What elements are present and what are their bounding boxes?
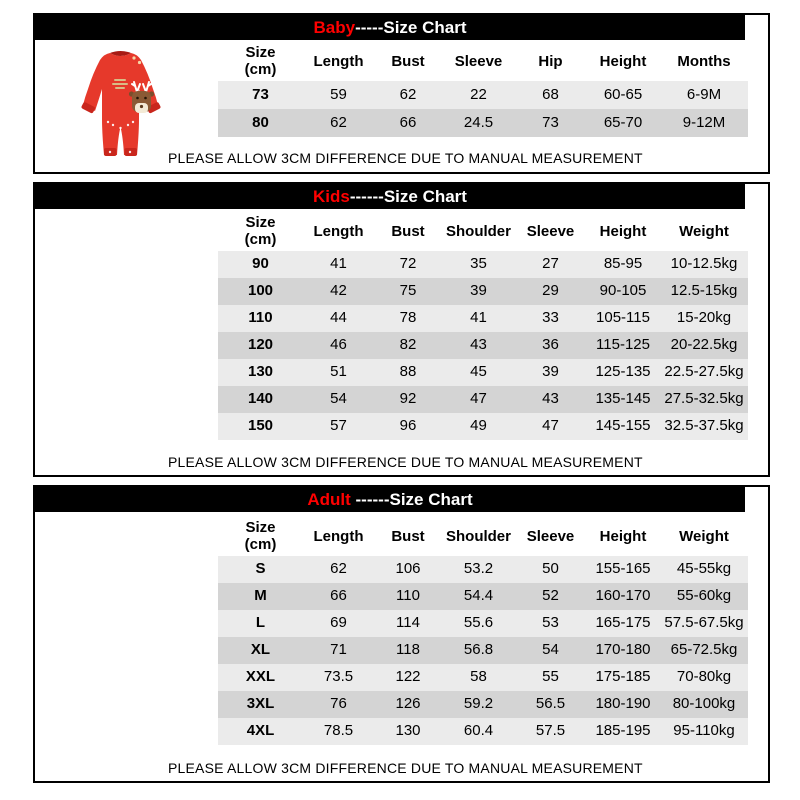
size-value: 27 [542, 255, 559, 273]
baby-section-title-bar [35, 15, 745, 40]
size-value: 170-180 [595, 641, 651, 659]
column-header: Weight [679, 527, 729, 545]
size-value: 20-22.5kg [670, 336, 738, 354]
size-value: 43 [542, 390, 559, 408]
size-label: M [254, 587, 267, 605]
size-value: 175-185 [595, 668, 651, 686]
size-value: 55 [542, 668, 559, 686]
size-value: 47 [470, 390, 487, 408]
size-value: 71 [330, 641, 347, 659]
size-value: 55.6 [463, 614, 494, 632]
size-row-S [218, 556, 748, 583]
size-value: 45 [470, 363, 487, 381]
size-value: 57 [330, 417, 347, 435]
column-header: Size (cm) [244, 214, 277, 248]
size-row-120 [218, 332, 748, 359]
baby-size-chart-section [33, 13, 770, 174]
size-value: 185-195 [595, 722, 651, 740]
size-label: 4XL [246, 722, 275, 740]
size-value: 42 [330, 282, 347, 300]
size-row-140 [218, 386, 748, 413]
size-value: 62 [330, 560, 347, 578]
size-value: 75 [399, 282, 417, 300]
size-row-XXL [218, 664, 748, 691]
column-header: Shoulder [445, 527, 511, 545]
size-row-100 [218, 278, 748, 305]
size-value: 118 [396, 641, 420, 659]
baby-title-text: -----Size Chart [355, 17, 467, 37]
size-value: 72 [399, 255, 417, 273]
column-header: Weight [679, 222, 729, 240]
size-row-73 [218, 81, 748, 109]
size-value: 50 [542, 560, 559, 578]
size-value: 160-170 [595, 587, 651, 605]
size-value: 73.5 [323, 668, 354, 686]
size-value: 105-115 [596, 309, 650, 327]
size-value: 76 [330, 695, 347, 713]
column-header: Length [313, 222, 364, 240]
kids-size-table [218, 213, 748, 440]
size-value: 45-55kg [676, 560, 732, 578]
size-label: 140 [247, 390, 274, 408]
column-header: Size (cm) [244, 519, 277, 553]
size-value: 180-190 [595, 695, 651, 713]
size-value: 12.5-15kg [670, 282, 738, 300]
size-value: 82 [399, 336, 417, 354]
size-value: 57.5-67.5kg [664, 614, 744, 632]
size-row-150 [218, 413, 748, 440]
kids-section-title-bar [35, 184, 745, 209]
size-value: 39 [542, 363, 559, 381]
size-value: 106 [395, 560, 421, 578]
column-header: Hip [538, 52, 563, 70]
size-value: 70-80kg [676, 668, 732, 686]
size-value: 62 [330, 113, 347, 131]
size-value: 96 [399, 417, 417, 435]
header-row [218, 213, 748, 251]
size-value: 69 [330, 614, 347, 632]
baby-romper-image [73, 45, 169, 167]
size-label: XXL [245, 668, 276, 686]
size-value: 65-70 [603, 113, 643, 131]
column-header: Sleeve [454, 52, 503, 70]
size-label: 80 [252, 113, 269, 131]
size-value: 54 [542, 641, 559, 659]
column-header: Height [599, 527, 647, 545]
adult-section-title-bar [35, 487, 745, 512]
size-value: 22.5-27.5kg [664, 363, 744, 381]
size-value: 47 [542, 417, 559, 435]
size-value: 155-165 [595, 560, 651, 578]
size-value: 85-95 [603, 255, 643, 273]
size-value: 55-60kg [676, 587, 732, 605]
size-value: 33 [542, 309, 559, 327]
size-value: 36 [542, 336, 559, 354]
size-label: 100 [247, 282, 274, 300]
size-label: XL [250, 641, 271, 659]
size-value: 54.4 [463, 587, 494, 605]
size-row-110 [218, 305, 748, 332]
size-value: 78.5 [323, 722, 354, 740]
size-row-80 [218, 109, 748, 137]
size-value: 41 [470, 309, 487, 327]
column-header: Bust [391, 222, 425, 240]
adult-title-category: Adult [307, 489, 351, 509]
size-value: 46 [330, 336, 347, 354]
size-value: 35 [470, 255, 487, 273]
size-value: 53.2 [463, 560, 494, 578]
size-value: 90-105 [599, 282, 647, 300]
size-value: 130 [395, 722, 421, 740]
size-value: 10-12.5kg [670, 255, 738, 273]
size-value: 125-135 [595, 363, 651, 381]
size-row-XL [218, 637, 748, 664]
size-value: 68 [542, 85, 559, 103]
size-value: 88 [399, 363, 417, 381]
size-value: 32.5-37.5kg [664, 417, 744, 435]
size-row-130 [218, 359, 748, 386]
size-value: 145-155 [595, 417, 651, 435]
size-value: 29 [542, 282, 559, 300]
size-row-4XL [218, 718, 748, 745]
column-header: Sleeve [526, 527, 575, 545]
size-value: 6-9M [686, 85, 722, 103]
size-value: 49 [470, 417, 487, 435]
size-row-M [218, 583, 748, 610]
size-value: 44 [330, 309, 347, 327]
measurement-note: PLEASE ALLOW 3CM DIFFERENCE DUE TO MANUAL MEASUREMENT [168, 150, 643, 166]
size-value: 24.5 [463, 113, 494, 131]
size-value: 41 [330, 255, 347, 273]
size-value: 9-12M [682, 113, 726, 131]
column-header: Bust [391, 527, 425, 545]
size-value: 59.2 [463, 695, 494, 713]
size-label: S [255, 560, 266, 578]
size-value: 57.5 [535, 722, 566, 740]
adult-size-chart-section [33, 485, 770, 783]
adult-title-text: ------Size Chart [350, 489, 473, 509]
kids-title-text: ------Size Chart [349, 186, 467, 206]
size-value: 54 [330, 390, 347, 408]
size-row-3XL [218, 691, 748, 718]
header-row [218, 518, 748, 556]
column-header: Bust [391, 52, 425, 70]
size-value: 27.5-32.5kg [664, 390, 744, 408]
size-label: 110 [248, 309, 273, 327]
measurement-note: PLEASE ALLOW 3CM DIFFERENCE DUE TO MANUAL MEASUREMENT [168, 760, 643, 776]
kids-title-category: Kids [313, 186, 350, 206]
size-label: 73 [252, 85, 269, 103]
header-row [218, 43, 748, 81]
size-value: 58 [470, 668, 487, 686]
size-label: 90 [252, 255, 269, 273]
column-header: Length [313, 52, 364, 70]
kids-size-chart-section [33, 182, 770, 477]
column-header: Shoulder [445, 222, 511, 240]
size-label: L [255, 614, 266, 632]
size-value: 78 [399, 309, 417, 327]
size-value: 122 [395, 668, 421, 686]
size-row-L [218, 610, 748, 637]
size-value: 52 [542, 587, 559, 605]
size-value: 53 [542, 614, 559, 632]
size-value: 115-125 [596, 336, 650, 354]
size-value: 165-175 [595, 614, 651, 632]
measurement-note: PLEASE ALLOW 3CM DIFFERENCE DUE TO MANUAL MEASUREMENT [168, 454, 643, 470]
column-header: Months [677, 52, 731, 70]
size-value: 126 [395, 695, 421, 713]
size-label: 120 [247, 336, 274, 354]
size-value: 92 [399, 390, 417, 408]
size-value: 43 [470, 336, 487, 354]
baby-size-table [218, 43, 748, 137]
size-label: 3XL [246, 695, 275, 713]
size-label: 150 [247, 417, 274, 435]
baby-title-category: Baby [313, 17, 356, 37]
size-value: 114 [396, 614, 420, 632]
size-value: 110 [396, 587, 420, 605]
column-header: Length [313, 527, 364, 545]
size-value: 56.5 [535, 695, 566, 713]
size-value: 73 [542, 113, 559, 131]
column-header: Height [599, 52, 647, 70]
size-value: 80-100kg [672, 695, 736, 713]
size-value: 95-110kg [673, 722, 735, 740]
size-value: 60.4 [463, 722, 494, 740]
size-value: 135-145 [595, 390, 651, 408]
size-value: 56.8 [463, 641, 494, 659]
size-value: 62 [399, 85, 417, 103]
size-value: 66 [330, 587, 347, 605]
size-value: 66 [399, 113, 417, 131]
size-value: 51 [330, 363, 347, 381]
size-value: 60-65 [603, 85, 643, 103]
size-row-90 [218, 251, 748, 278]
column-header: Size (cm) [244, 44, 277, 78]
size-value: 39 [470, 282, 487, 300]
column-header: Sleeve [526, 222, 575, 240]
size-value: 15-20kg [676, 309, 732, 327]
adult-size-table [218, 518, 748, 745]
column-header: Height [599, 222, 647, 240]
size-value: 65-72.5kg [670, 641, 738, 659]
size-label: 130 [247, 363, 274, 381]
size-value: 59 [330, 85, 347, 103]
size-value: 22 [470, 85, 487, 103]
